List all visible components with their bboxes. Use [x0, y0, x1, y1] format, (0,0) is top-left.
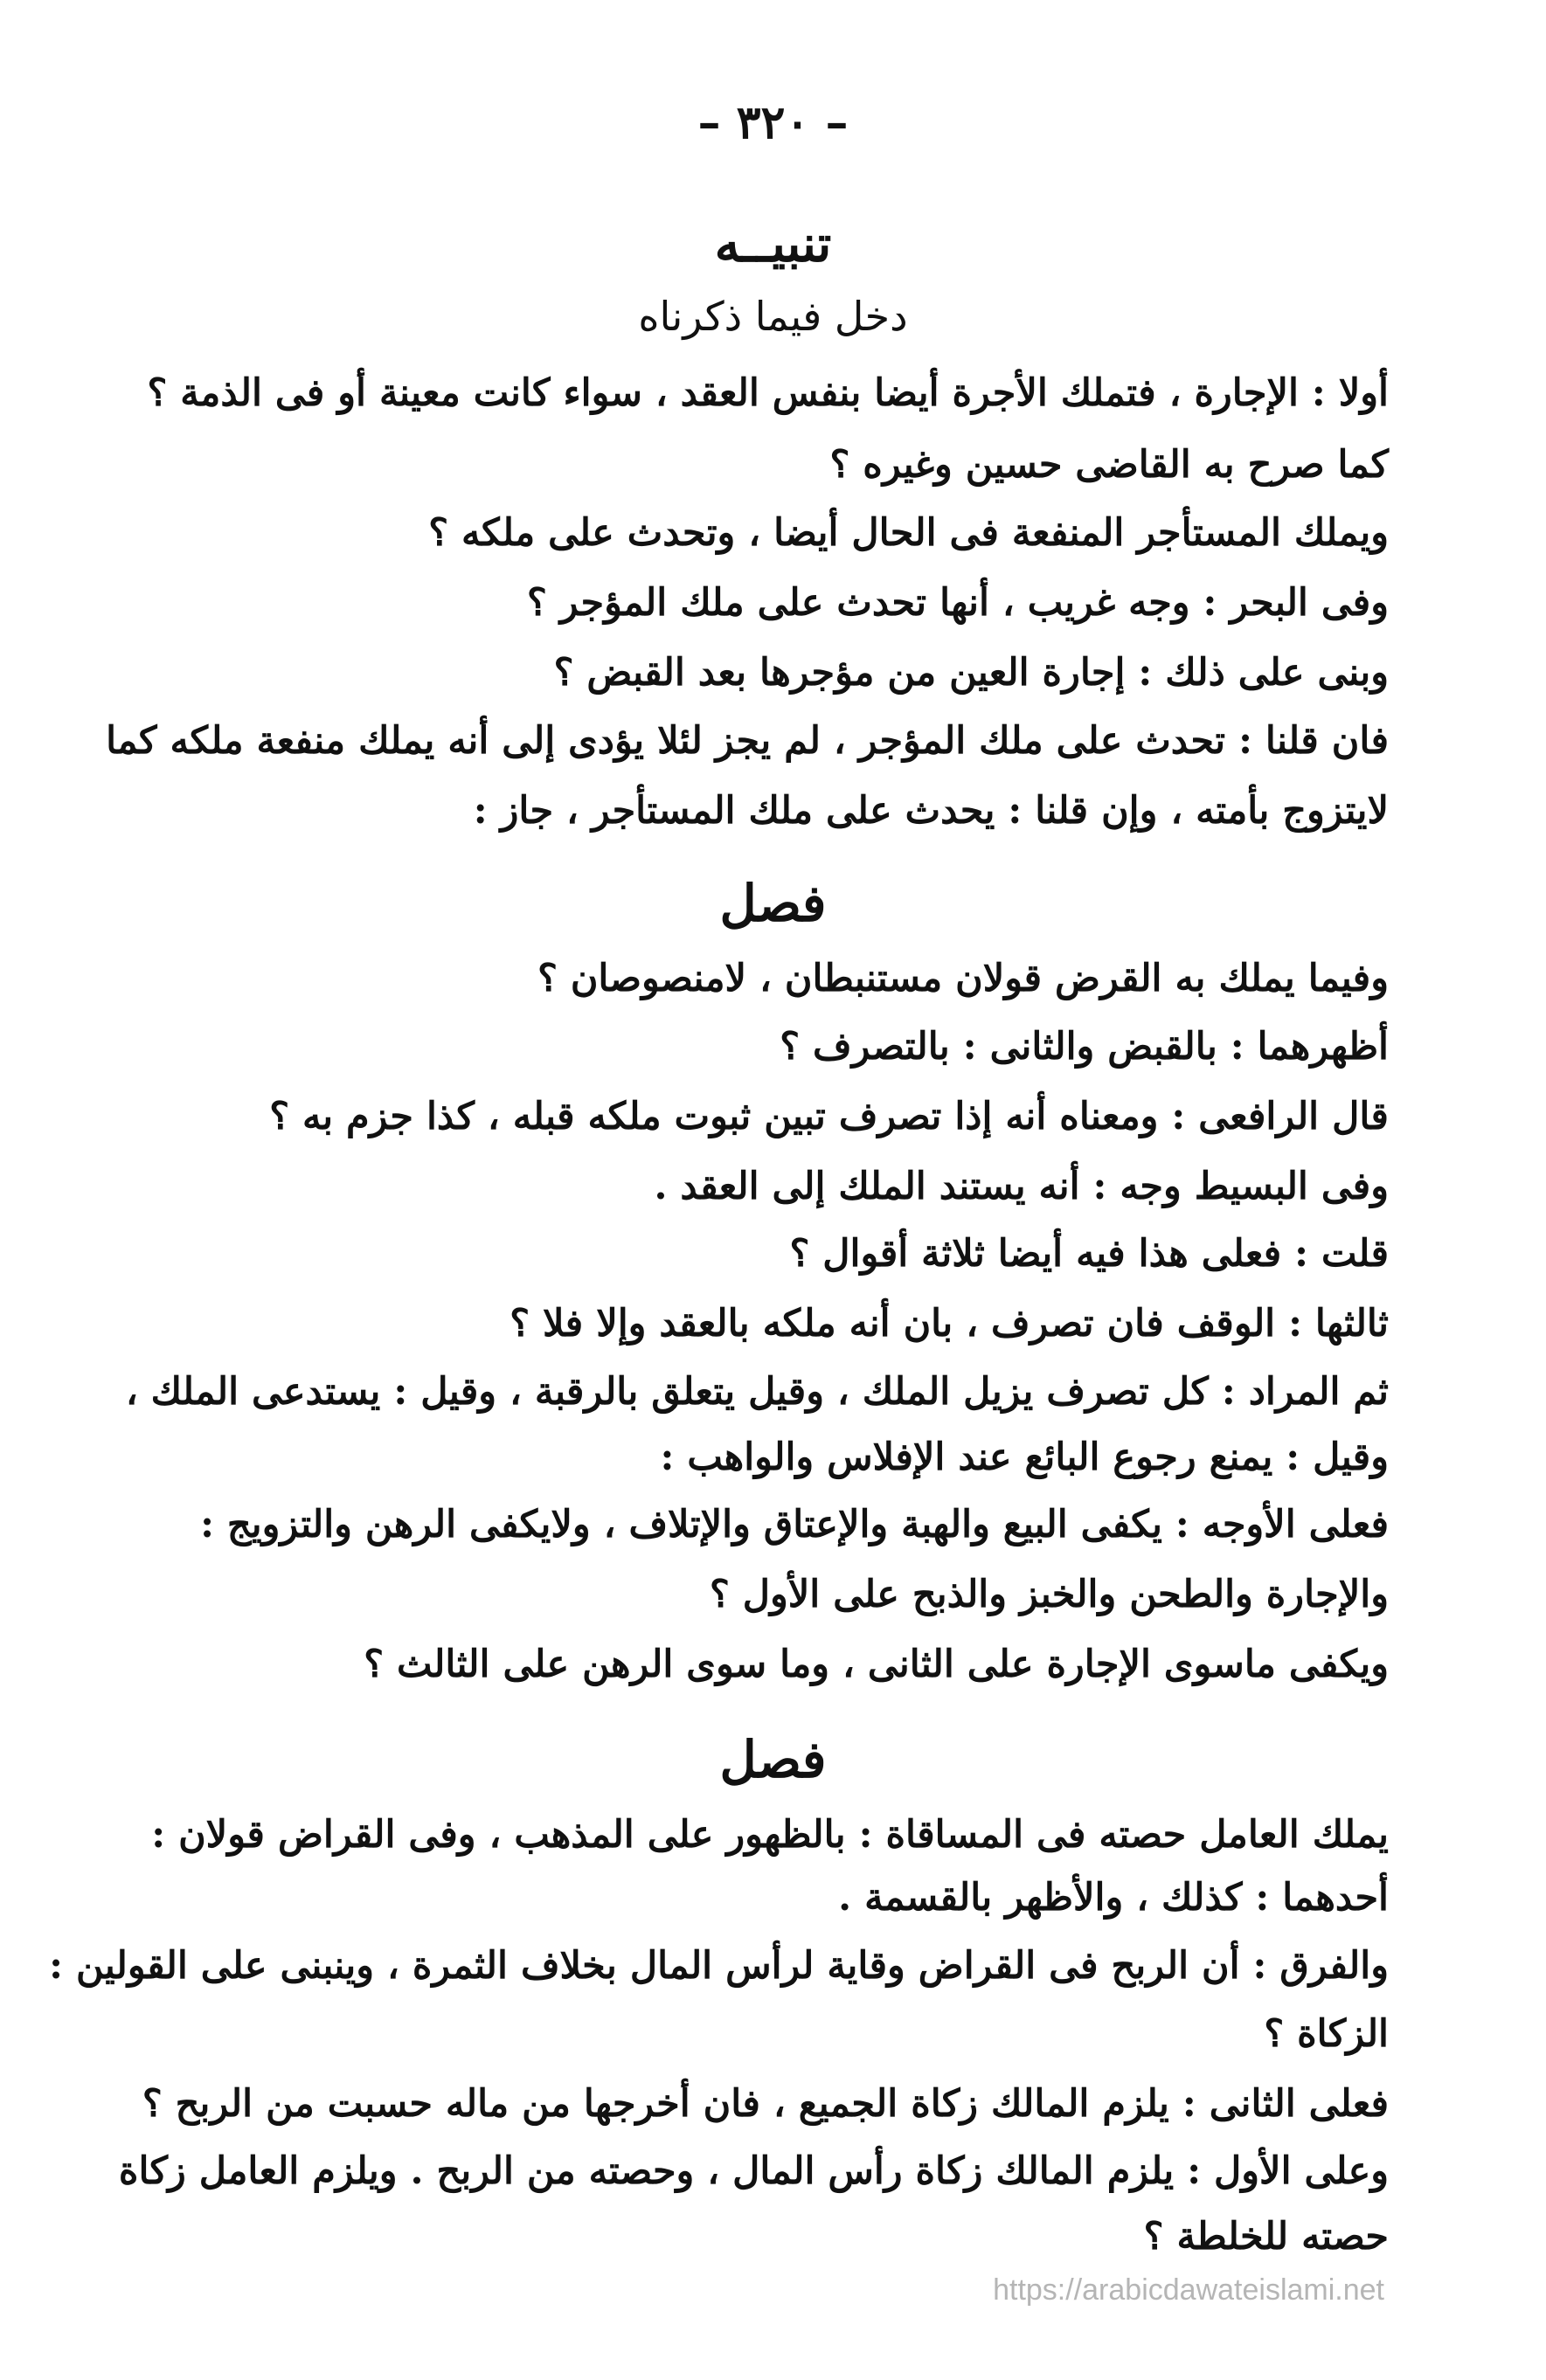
section-title-fasl-1: فصل [719, 874, 827, 933]
text-line: أحدهما : كذلك ، والأظهر بالقسمة . [838, 1876, 1389, 1920]
section-title-tanbih: تنبيــه [714, 214, 832, 273]
watermark-url: https://arabicdawateislami.net [993, 2273, 1384, 2307]
text-line: الزكاة ؟ [1264, 2012, 1389, 2056]
text-line: فعلى الأوجه : يكفى البيع والهبة والإعتاق والإتلاف ، ولايكفى الرهن والتزويج : [200, 1503, 1389, 1546]
text-line: ويكفى ماسوى الإجارة على الثانى ، وما سوى الرهن على الثالث ؟ [364, 1643, 1389, 1686]
text-line: وفى البسيط وجه : أنه يستند الملك إلى العقد . [654, 1165, 1389, 1208]
text-line: فان قلنا : تحدث على ملك المؤجر ، لم يجز لئلا يؤدى إلى أنه يملك منفعة ملكه كما [106, 719, 1389, 763]
text-line: ثالثها : الوقف فان تصرف ، بان أنه ملكه بالعقد وإلا فلا ؟ [510, 1302, 1389, 1346]
text-line: وفيما يملك به القرض قولان مستنبطان ، لامنصوصان ؟ [537, 957, 1389, 1000]
section-title-fasl-2: فصل [719, 1730, 827, 1789]
text-line: وفى البحر : وجه غريب ، أنها تحدث على ملك المؤجر ؟ [527, 581, 1389, 625]
text-line: لايتزوج بأمته ، وإن قلنا : يحدث على ملك المستأجر ، جاز : [473, 789, 1389, 833]
text-line: أظهرهما : بالقبض والثانى : بالتصرف ؟ [780, 1025, 1389, 1069]
text-line: والفرق : أن الربح فى القراض وقاية لرأس المال بخلاف الثمرة ، وينبنى على القولين : [49, 1944, 1389, 1988]
text-line: أولا : الإجارة ، فتملك الأجرة أيضا بنفس العقد ، سواء كانت معينة أو فى الذمة ؟ [147, 371, 1389, 415]
text-line: قلت : فعلى هذا فيه أيضا ثلاثة أقوال ؟ [789, 1232, 1389, 1276]
text-line: ويملك المستأجر المنفعة فى الحال أيضا ، وتحدث على ملكه ؟ [428, 511, 1389, 555]
text-line: وعلى الأول : يلزم المالك زكاة رأس المال ، وحصته من الربح . ويلزم العامل زكاة [118, 2149, 1389, 2193]
section-subtitle: دخل فيما ذكرناه [638, 293, 908, 340]
text-line: فعلى الثانى : يلزم المالك زكاة الجميع ، فان أخرجها من ماله حسبت من الربح ؟ [142, 2082, 1389, 2126]
text-line: يملك العامل حصته فى المساقاة : بالظهور على المذهب ، وفى القراض قولان : [151, 1813, 1389, 1857]
page-number: – ٣٢٠ – [697, 96, 849, 149]
text-line: وبنى على ذلك : إجارة العين من مؤجرها بعد القبض ؟ [553, 651, 1389, 695]
text-line: والإجارة والطحن والخبز والذبح على الأول ؟ [709, 1573, 1389, 1616]
text-line: وقيل : يمنع رجوع البائع عند الإفلاس والواهب : [660, 1436, 1389, 1479]
text-line: قال الرافعى : ومعناه أنه إذا تصرف تبين ثبوت ملكه قبله ، كذا جزم به ؟ [269, 1095, 1389, 1138]
text-line: ثم المراد : كل تصرف يزيل الملك ، وقيل يتعلق بالرقبة ، وقيل : يستدعى الملك ، [125, 1370, 1389, 1414]
text-line: كما صرح به القاضى حسين وغيره ؟ [829, 443, 1389, 487]
text-line: حصته للخلطة ؟ [1143, 2215, 1389, 2259]
